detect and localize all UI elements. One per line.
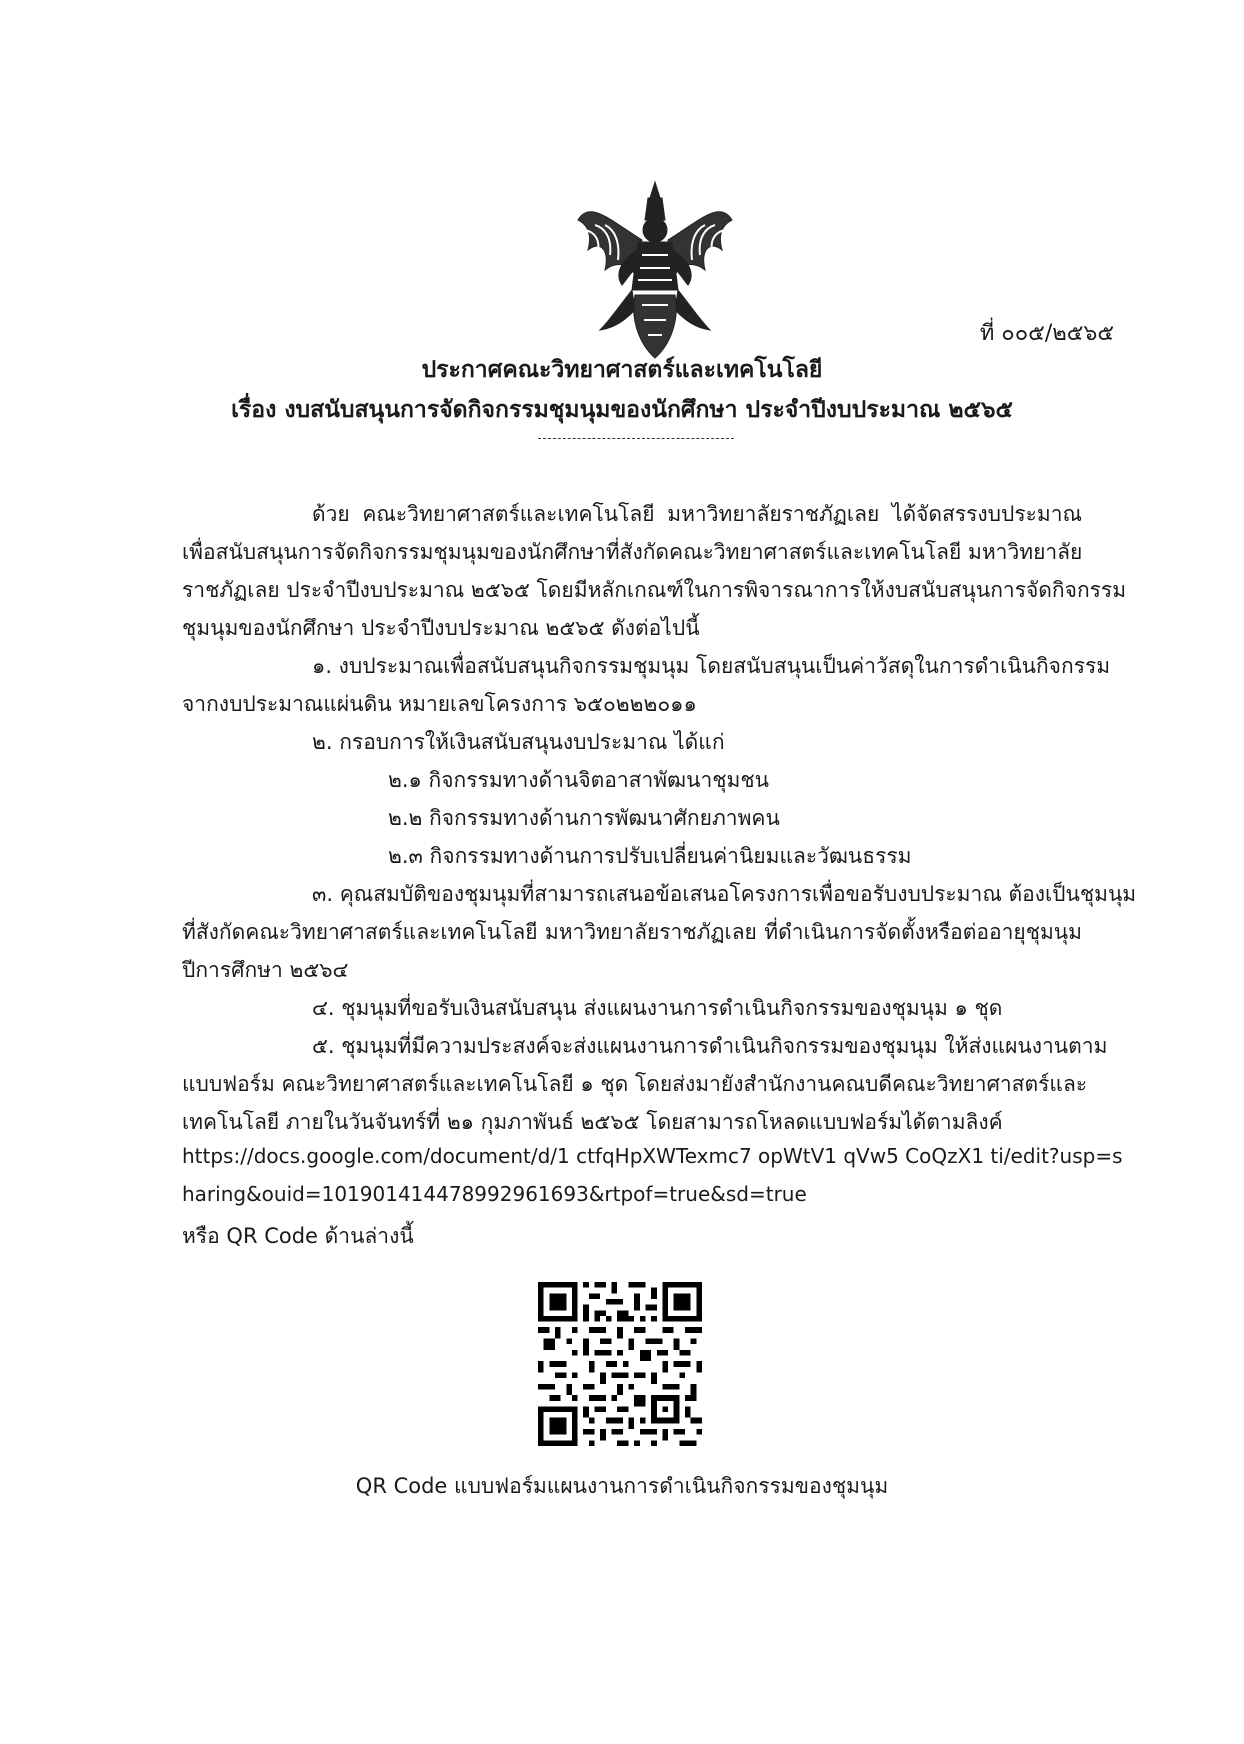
qr-caption: QR Code แบบฟอร์มแผนงานการดำเนินกิจกรรมของชุมนุม [355, 1474, 889, 1498]
garuda-emblem-icon [570, 180, 740, 360]
item-3-line: ที่สังกัดคณะวิทยาศาสตร์และเทคโนโลยี มหาวิทยาลัยราชภัฏเลย ที่ดำเนินการจัดตั้งหรือต่ออายุชุมนุม [182, 920, 1082, 944]
item-5-line: แบบฟอร์ม คณะวิทยาศาสตร์และเทคโนโลยี ๑ ชุด โดยส่งมายังสำนักงานคณบดีคณะวิทยาศาสตร์และ [182, 1072, 1088, 1096]
paragraph-line: ด้วย คณะวิทยาศาสตร์และเทคโนโลยี มหาวิทยาลัยราชภัฏเลย ได้จัดสรรงบประมาณ [312, 502, 1082, 526]
announcement-title: ประกาศคณะวิทยาศาสตร์และเทคโนโลยี [421, 357, 823, 383]
item-2-3: ๒.๓ กิจกรรมทางด้านการปรับเปลี่ยนค่านิยมและวัฒนธรรม [388, 844, 912, 868]
item-5-line: ๕. ชุมนุมที่มีความประสงค์จะส่งแผนงานการดำเนินกิจกรรมของชุมนุม ให้ส่งแผนงานตาม [312, 1034, 1108, 1058]
item-1-line: ๑. งบประมาณเพื่อสนับสนุนกิจกรรมชุมนุม โดยสนับสนุนเป็นค่าวัสดุในการดำเนินกิจกรรม [312, 654, 1111, 678]
qr-code-icon[interactable] [538, 1282, 702, 1446]
form-link[interactable]: https://docs.google.com/document/d/1 ctfqHpXWTexmc7 opWtV1 qVw5 CoQzX1 ti/edit?usp=s [182, 1144, 1123, 1168]
qr-reference-line: หรือ QR Code ด้านล่างนี้ [182, 1224, 414, 1248]
document-number: ที่ ๐๐๕/๒๕๖๕ [979, 321, 1114, 346]
item-4: ๔. ชุมนุมที่ขอรับเงินสนับสนุน ส่งแผนงานการดำเนินกิจกรรมของชุมนุม ๑ ชุด [312, 996, 1003, 1020]
title-divider [538, 438, 734, 439]
paragraph-line: ชุมนุมของนักศึกษา ประจำปีงบประมาณ ๒๕๖๕ ดังต่อไปนี้ [182, 616, 700, 640]
announcement-subject: เรื่อง งบสนับสนุนการจัดกิจกรรมชุมนุมของนักศึกษา ประจำปีงบประมาณ ๒๕๖๕ [231, 397, 1013, 423]
paragraph-line: เพื่อสนับสนุนการจัดกิจกรรมชุมนุมของนักศึกษาที่สังกัดคณะวิทยาศาสตร์และเทคโนโลยี มหาวิทยาลัย [182, 540, 1083, 564]
item-2-1: ๒.๑ กิจกรรมทางด้านจิตอาสาพัฒนาชุมชน [388, 768, 769, 792]
item-5-line: เทคโนโลยี ภายในวันจันทร์ที่ ๒๑ กุมภาพันธ์ ๒๕๖๕ โดยสามารถโหลดแบบฟอร์มได้ตามลิงค์ [182, 1110, 1003, 1134]
item-2-2: ๒.๒ กิจกรรมทางด้านการพัฒนาศักยภาพคน [388, 806, 780, 830]
paragraph-line: ราชภัฏเลย ประจำปีงบประมาณ ๒๕๖๕ โดยมีหลักเกณฑ์ในการพิจารณาการให้งบสนับสนุนการจัดกิจกรรม [182, 578, 1127, 602]
item-3-line: ปีการศึกษา ๒๕๖๔ [182, 958, 349, 982]
item-1-line: จากงบประมาณแผ่นดิน หมายเลขโครงการ ๖๕๐๒๒๒๐๑๑ [182, 692, 697, 716]
item-2: ๒. กรอบการให้เงินสนับสนุนงบประมาณ ได้แก่ [312, 730, 725, 754]
form-link[interactable]: haring&ouid=101901414478992961693&rtpof=true&sd=true [182, 1182, 807, 1206]
item-3-line: ๓. คุณสมบัติของชุมนุมที่สามารถเสนอข้อเสนอโครงการเพื่อขอรับงบประมาณ ต้องเป็นชุมนุม [312, 882, 1137, 906]
